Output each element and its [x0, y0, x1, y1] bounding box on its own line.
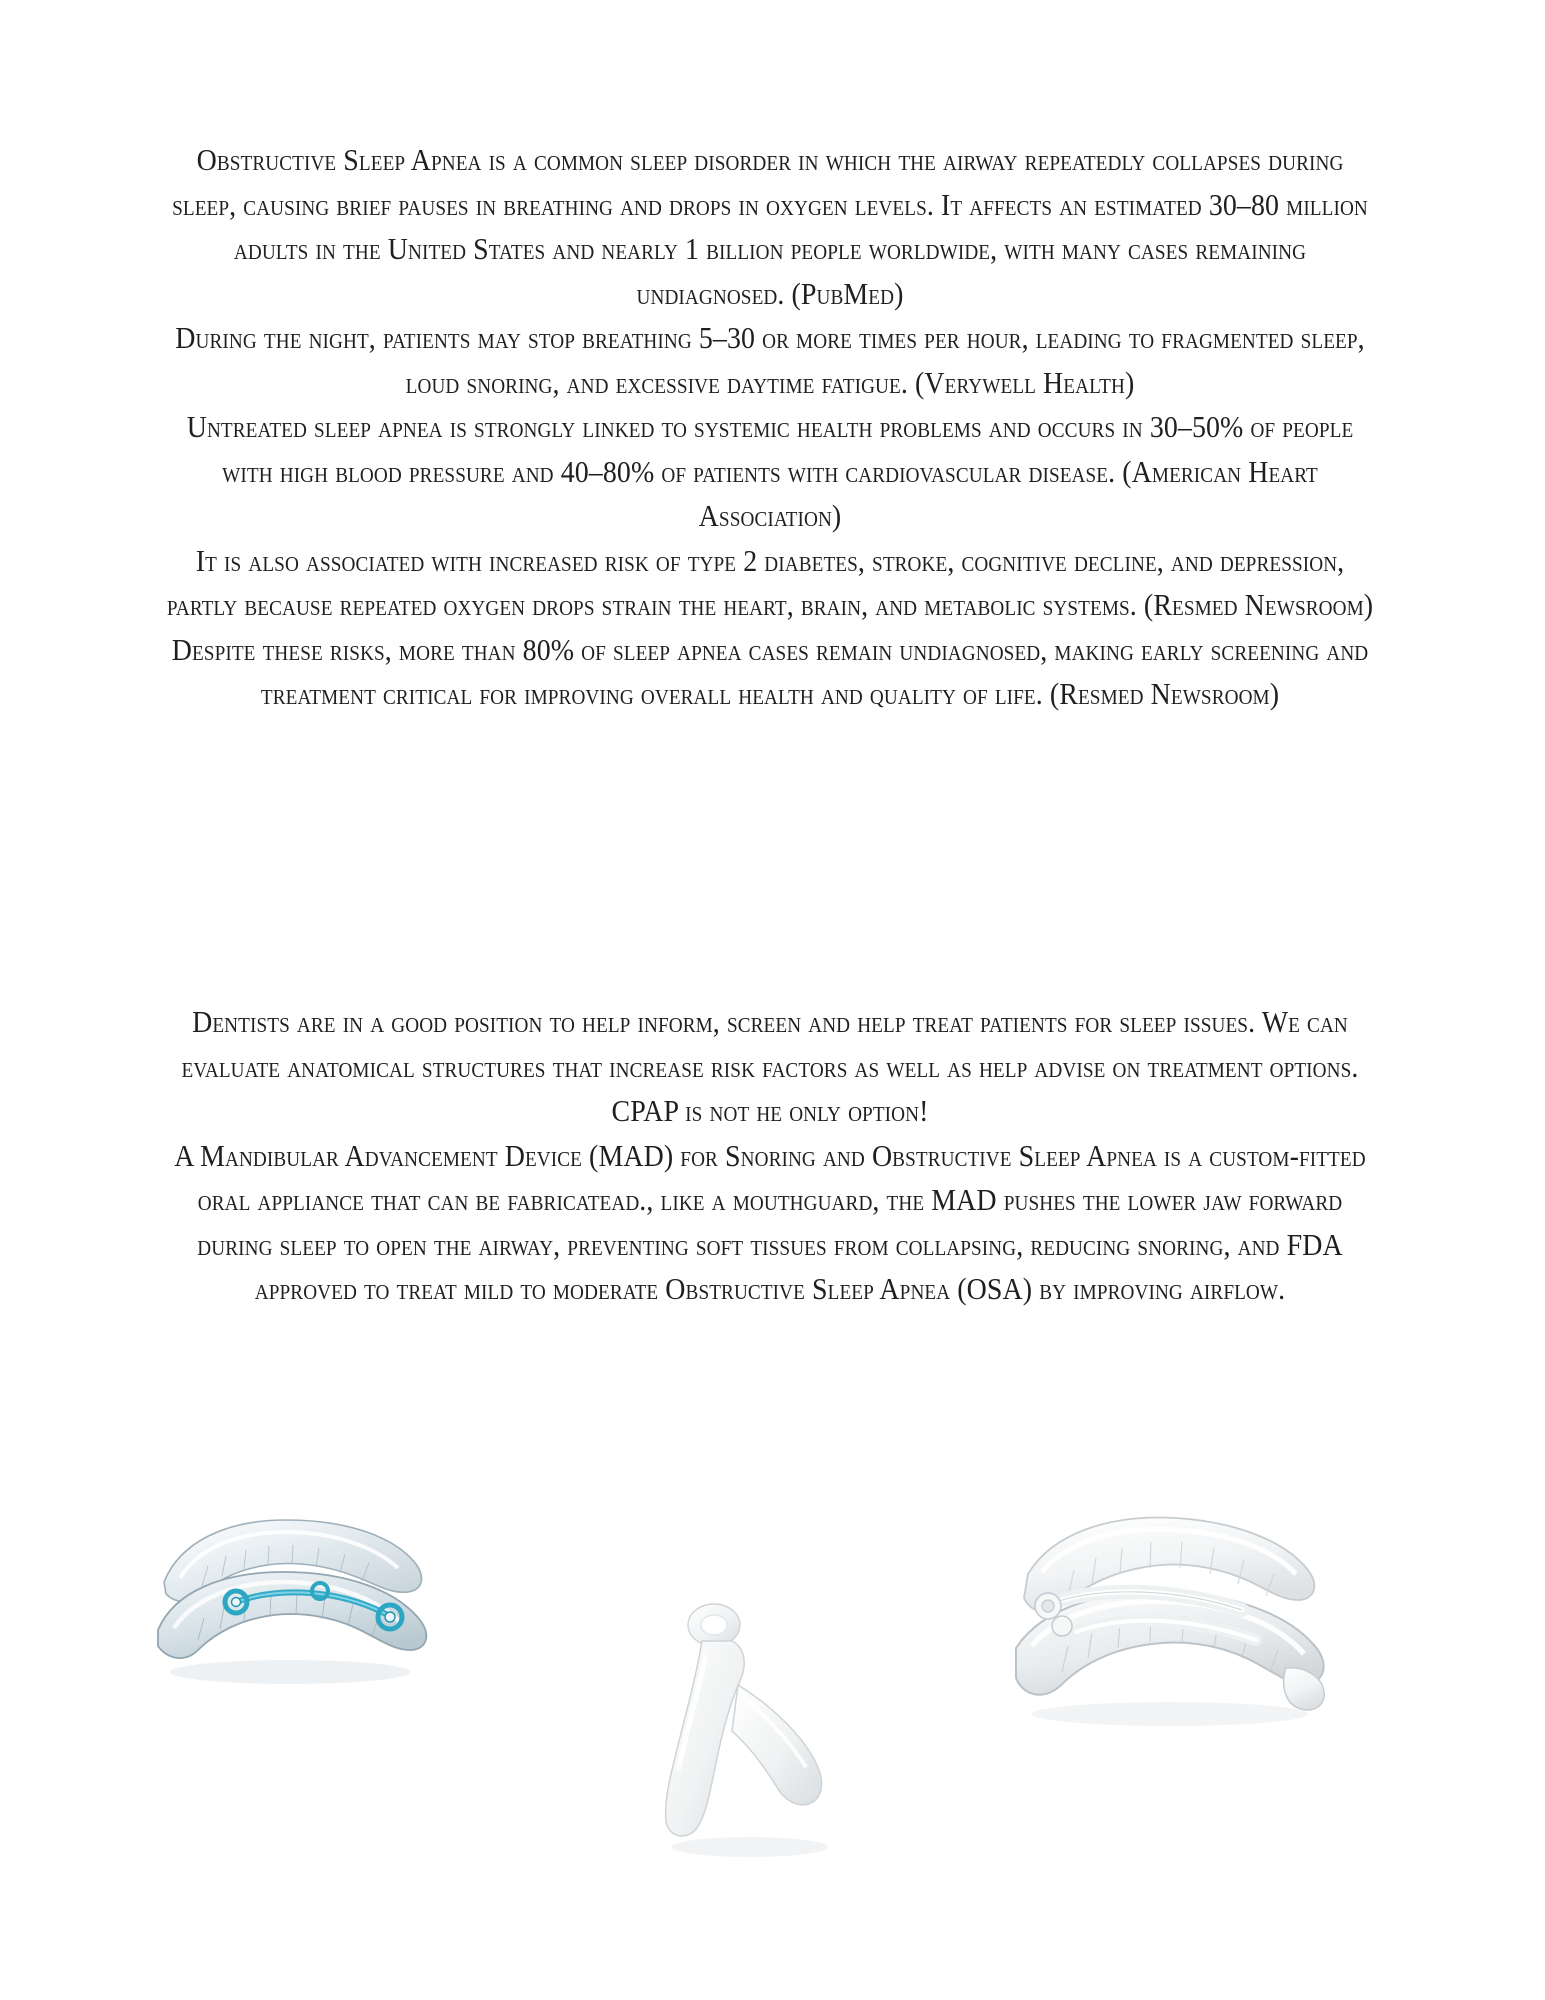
clear-mandibular-advancement-device-photo: [140, 1490, 450, 1740]
paragraph-associated-risks: It is also associated with increased risk of type 2 diabetes, stroke, cognitive decline, and depression, partly because repeated oxygen drops strain the heart, brain, and metabolic systems. (Resmed Newsroom): [166, 543, 1374, 622]
paragraph-mad-description: A Mandibular Advancement Device (MAD) for Snoring and Obstructive Sleep Apnea is a custom-fitted oral appliance that can be fabricatead., like a mouthguard, the MAD pushes the lower jaw forward during sleep to open the airway, preventing soft tissues from collapsing, reducing snoring, and FDA approved to treat mild to moderate Obstructive Sleep Apnea (OSA) by improving airflow.: [174, 1138, 1366, 1306]
section-one-text-block: [110, 138, 1430, 717]
white-mandibular-advancement-device-photo: [980, 1500, 1340, 1750]
paragraph-undiagnosed: Despite these risks, more than 80% of sleep apnea cases remain undiagnosed, making early screening and treatment critical for improving overall health and quality of life. (Resmed Newsroom): [171, 632, 1369, 711]
white-tongue-retaining-device-photo: [640, 1585, 870, 1875]
paragraph-osa-overview: Obstructive Sleep Apnea is a common sleep disorder in which the airway repeatedly collapses during sleep, causing brief pauses in breathing and drops in oxygen levels. It affects an estimated 30–80 million adults in the United States and nearly 1 billion people worldwide, with many cases remaining undiagnosed. (PubMed): [172, 143, 1368, 311]
paragraph-dentist-role: Dentists are in a good position to help inform, screen and help treat patients for sleep issues. We can evaluate anatomical structures that increase risk factors as well as help advise on treatment options. CPAP is not he only option!: [181, 1005, 1359, 1128]
section-two-text-block: [110, 1000, 1430, 1312]
paragraph-systemic-health: Untreated sleep apnea is strongly linked to systemic health problems and occurs in 30–50% of people with high blood pressure and 40–80% of patients with cardiovascular disease. (American Heart Association): [186, 410, 1354, 533]
product-image-strip: [0, 1480, 1545, 1960]
paragraph-night-symptoms: During the night, patients may stop breathing 5–30 or more times per hour, leading to fragmented sleep, loud snoring, and excessive daytime fatigue. (Verywell Health): [175, 321, 1365, 400]
